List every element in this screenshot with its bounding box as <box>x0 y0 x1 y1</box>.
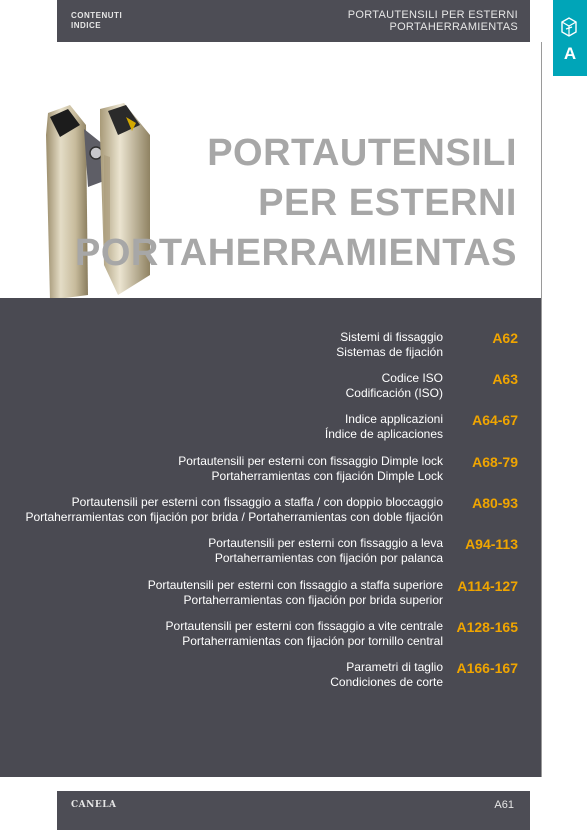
toc-label-es: Codificación (ISO) <box>345 386 443 400</box>
toc-label-it: Portautensili per esterni con fissaggio a leva <box>208 536 443 550</box>
toc-page-ref[interactable]: A68-79 <box>472 454 518 470</box>
toc-page-ref[interactable]: A114-127 <box>457 578 518 594</box>
toc-label-it: Codice ISO <box>381 371 443 385</box>
header-contents-label: CONTENUTI <box>71 11 123 20</box>
toc-page-ref[interactable]: A94-113 <box>465 536 518 552</box>
header-section-it: PORTAUTENSILI PER ESTERNI <box>347 9 518 21</box>
toc-label-es: Portaherramientas con fijación por tornillo central <box>182 634 443 648</box>
toc-label-es: Condiciones de corte <box>330 675 443 689</box>
toc-page-ref[interactable]: A63 <box>492 371 518 387</box>
header-bar <box>57 0 530 42</box>
toc-page-ref[interactable]: A62 <box>492 330 518 346</box>
toc-label-es: Índice de aplicaciones <box>324 427 443 441</box>
toc-labels <box>325 412 443 442</box>
toc-label-it: Sistemi di fissaggio <box>340 330 443 344</box>
toc-label-it: Portautensili per esterni con fissaggio a staffa superiore <box>147 578 443 592</box>
toc-page-ref[interactable]: A166-167 <box>456 660 518 676</box>
toc-label-it: Portautensili per esterni con fissaggio a staffa / con doppio bloccaggio <box>71 495 443 509</box>
footer-bar <box>57 791 530 830</box>
header-section-es: PORTAHERRAMIENTAS <box>389 21 518 33</box>
toc-label-es: Portaherramientas con fijación por brida / Portaherramientas con doble fijación <box>25 510 443 524</box>
toc-labels <box>178 454 443 484</box>
section-letter: A <box>563 44 577 63</box>
toc-labels <box>336 330 443 360</box>
toc-label-it: Portautensili per esterni con fissaggio a vite centrale <box>165 619 443 633</box>
tool-holder-icon <box>558 16 580 38</box>
toc-label-es: Portaherramientas con fijación por brida superior <box>183 593 443 607</box>
brand-logo: CANELA <box>71 800 117 810</box>
toc-labels <box>346 371 443 401</box>
toc-labels <box>148 578 443 608</box>
margin-rule <box>541 42 542 777</box>
toc-labels <box>330 660 443 690</box>
toc-label-it: Portautensili per esterni con fissaggio Dimple lock <box>178 454 443 468</box>
contents-panel <box>0 298 541 777</box>
toc-label-it: Parametri di taglio <box>346 660 443 674</box>
header-right <box>348 9 518 33</box>
toc-label-it: Indice applicazioni <box>344 412 443 426</box>
title-line-1: PORTAUTENSILI <box>207 132 517 174</box>
toc-page-ref[interactable]: A64-67 <box>472 412 518 428</box>
toc-labels <box>208 536 443 566</box>
toc-labels <box>25 495 443 525</box>
toc-label-es: Portaherramientas con fijación por palanca <box>214 551 443 565</box>
title-line-2: PER ESTERNI <box>258 182 517 224</box>
section-tab[interactable] <box>553 0 587 76</box>
toc-labels <box>166 619 443 649</box>
toc-page-ref[interactable]: A80-93 <box>472 495 518 511</box>
title-line-3: PORTAHERRAMIENTAS <box>75 232 517 274</box>
header-left <box>71 11 122 31</box>
toc-page-ref[interactable]: A128-165 <box>456 619 518 635</box>
header-index-label: INDICE <box>71 21 102 30</box>
page-number: A61 <box>494 799 514 811</box>
toc-label-es: Portaherramientas con fijación Dimple Lock <box>211 469 443 483</box>
toc-label-es: Sistemas de fijación <box>336 345 443 359</box>
page-title <box>75 128 517 278</box>
